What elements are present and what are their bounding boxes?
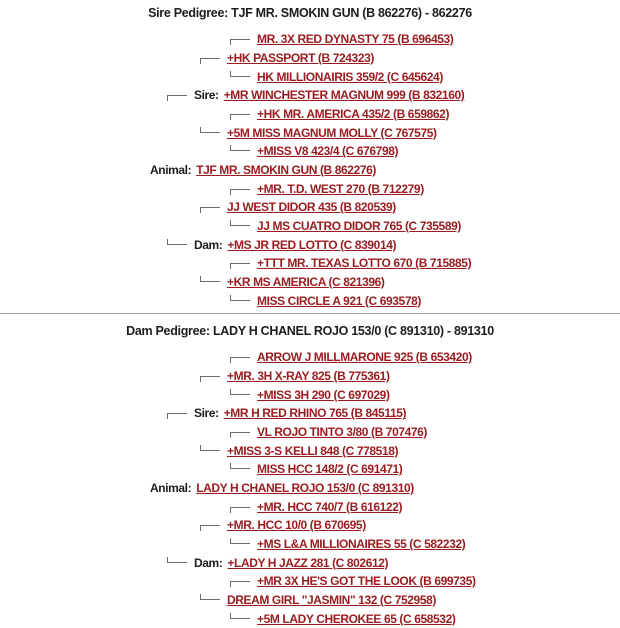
- pedigree-row: [0, 572, 620, 591]
- pedigree-row: [0, 423, 620, 442]
- relation-label: Dam:: [194, 555, 223, 570]
- animal-link[interactable]: +HK PASSPORT (B 724323): [227, 51, 374, 65]
- animal-link[interactable]: MISS CIRCLE A 921 (C 693578): [257, 293, 421, 308]
- tree-branch-icon: [167, 557, 187, 563]
- pedigree-row: [0, 516, 620, 535]
- tree-branch-icon: [230, 114, 250, 120]
- tree-branch-icon: [230, 538, 250, 544]
- animal-link[interactable]: +MR. HCC 10/0 (B 670695): [227, 518, 366, 533]
- animal-link[interactable]: +MS L&A MILLIONAIRES 55 (C 582232): [257, 537, 466, 552]
- animal-link[interactable]: MR. 3X RED DYNASTY 75 (B 696453): [257, 32, 454, 47]
- pedigree-row: [0, 161, 620, 180]
- animal-link[interactable]: MISS HCC 148/2 (C 691471): [257, 462, 403, 477]
- animal-link[interactable]: JJ MS CUATRO DIDOR 765 (C 735589): [257, 219, 461, 234]
- tree-branch-icon: [200, 58, 220, 64]
- tree-branch-icon: [200, 127, 220, 133]
- pedigree-row: [0, 30, 620, 49]
- tree-branch-icon: [167, 95, 187, 101]
- pedigree-row: [0, 217, 620, 236]
- pedigree-row: [0, 535, 620, 554]
- animal-link[interactable]: +MR. T.D. WEST 270 (B 712279): [257, 181, 424, 196]
- relation-label: Sire:: [194, 406, 219, 421]
- animal-link[interactable]: +MR 3X HE'S GOT THE LOOK (B 699735): [257, 574, 476, 589]
- pedigree-row: [0, 348, 620, 367]
- pedigree-row: [0, 441, 620, 460]
- pedigree-row: [0, 404, 620, 423]
- tree-branch-icon: [230, 581, 250, 587]
- tree-branch-icon: [200, 276, 220, 282]
- pedigree-row: [0, 497, 620, 516]
- pedigree-row: [0, 273, 620, 292]
- pedigree-row: [0, 460, 620, 479]
- pedigree-row: [0, 67, 620, 86]
- animal-link[interactable]: JJ WEST DIDOR 435 (B 820539): [227, 200, 396, 215]
- animal-link[interactable]: HK MILLIONAIRIS 359/2 (C 645624): [257, 69, 443, 84]
- tree-branch-icon: [230, 613, 250, 619]
- animal-link[interactable]: +5M MISS MAGNUM MOLLY (C 767575): [227, 125, 437, 140]
- animal-link[interactable]: VL ROJO TINTO 3/80 (B 707476): [257, 425, 428, 440]
- pedigree-row: [0, 367, 620, 386]
- pedigree-row: [0, 179, 620, 198]
- relation-label: Sire:: [194, 88, 219, 103]
- tree-branch-icon: [230, 220, 250, 226]
- animal-link[interactable]: +MR WINCHESTER MAGNUM 999 (B 832160): [223, 88, 465, 103]
- tree-branch-icon: [167, 239, 187, 245]
- pedigree-row: [0, 86, 620, 105]
- animal-link[interactable]: +5M LADY CHEROKEE 65 (C 658532): [257, 611, 456, 626]
- tree-branch-icon: [200, 376, 220, 382]
- tree-branch-icon: [230, 263, 250, 269]
- pedigree-row: [0, 49, 620, 68]
- animal-link[interactable]: +MR. 3H X-RAY 825 (B 775361): [227, 369, 390, 384]
- pedigree-row: [0, 291, 620, 310]
- dam-pedigree-title: Dam Pedigree: LADY H CHANEL ROJO 153/0 (C 891310) - 891310: [126, 324, 494, 339]
- tree-branch-icon: [230, 39, 250, 45]
- tree-branch-icon: [230, 145, 250, 151]
- pedigree-row: [0, 105, 620, 124]
- animal-link[interactable]: +MS JR RED LOTTO (C 839014): [227, 237, 397, 252]
- dam-pedigree-tree: [0, 348, 620, 628]
- tree-branch-icon: [230, 295, 250, 301]
- tree-branch-icon: [230, 507, 250, 513]
- animal-link[interactable]: +TTT MR. TEXAS LOTTO 670 (B 715885): [257, 256, 472, 271]
- animal-link[interactable]: +MISS 3-S KELLI 848 (C 778518): [227, 443, 399, 458]
- pedigree-row: [0, 198, 620, 217]
- tree-branch-icon: [200, 207, 220, 213]
- animal-link[interactable]: +KR MS AMERICA (C 821396): [227, 275, 385, 290]
- tree-branch-icon: [167, 413, 187, 419]
- pedigree-row: [0, 479, 620, 498]
- animal-link[interactable]: +MR H RED RHINO 765 (B 845115): [223, 406, 407, 421]
- animal-link[interactable]: ARROW J MILLMARONE 925 (B 653420): [257, 350, 472, 365]
- sire-pedigree-section: [0, 0, 620, 310]
- animal-link[interactable]: +HK MR. AMERICA 435/2 (B 659862): [257, 107, 450, 122]
- pedigree-row: [0, 254, 620, 273]
- pedigree-row: [0, 591, 620, 610]
- tree-branch-icon: [200, 594, 220, 600]
- tree-branch-icon: [230, 357, 250, 363]
- animal-link[interactable]: +MISS 3H 290 (C 697029): [257, 387, 390, 402]
- relation-label: Animal:: [150, 481, 192, 496]
- tree-branch-icon: [230, 432, 250, 438]
- animal-link[interactable]: DREAM GIRL "JASMIN" 132 (C 752958): [227, 593, 436, 608]
- dam-pedigree-section: [0, 314, 620, 628]
- animal-link[interactable]: TJF MR. SMOKIN GUN (B 862276): [196, 163, 376, 178]
- tree-branch-icon: [230, 463, 250, 469]
- pedigree-row: [0, 385, 620, 404]
- animal-link[interactable]: +MISS V8 423/4 (C 676798): [257, 144, 399, 159]
- animal-link[interactable]: +LADY H JAZZ 281 (C 802612): [227, 555, 389, 570]
- tree-branch-icon: [200, 445, 220, 451]
- pedigree-row: [0, 553, 620, 572]
- relation-label: Animal:: [150, 163, 192, 178]
- sire-pedigree-title: Sire Pedigree: TJF MR. SMOKIN GUN (B 862276) - 862276: [148, 6, 472, 20]
- tree-branch-icon: [230, 389, 250, 395]
- pedigree-row: [0, 609, 620, 628]
- pedigree-row: [0, 123, 620, 142]
- pedigree-row: [0, 235, 620, 254]
- relation-label: Dam:: [194, 237, 223, 252]
- pedigree-row: [0, 142, 620, 161]
- tree-branch-icon: [200, 525, 220, 531]
- animal-link[interactable]: +MR. HCC 740/7 (B 616122): [257, 499, 403, 514]
- animal-link[interactable]: LADY H CHANEL ROJO 153/0 (C 891310): [196, 481, 414, 496]
- sire-pedigree-tree: [0, 30, 620, 310]
- tree-branch-icon: [230, 71, 250, 77]
- tree-branch-icon: [230, 189, 250, 195]
